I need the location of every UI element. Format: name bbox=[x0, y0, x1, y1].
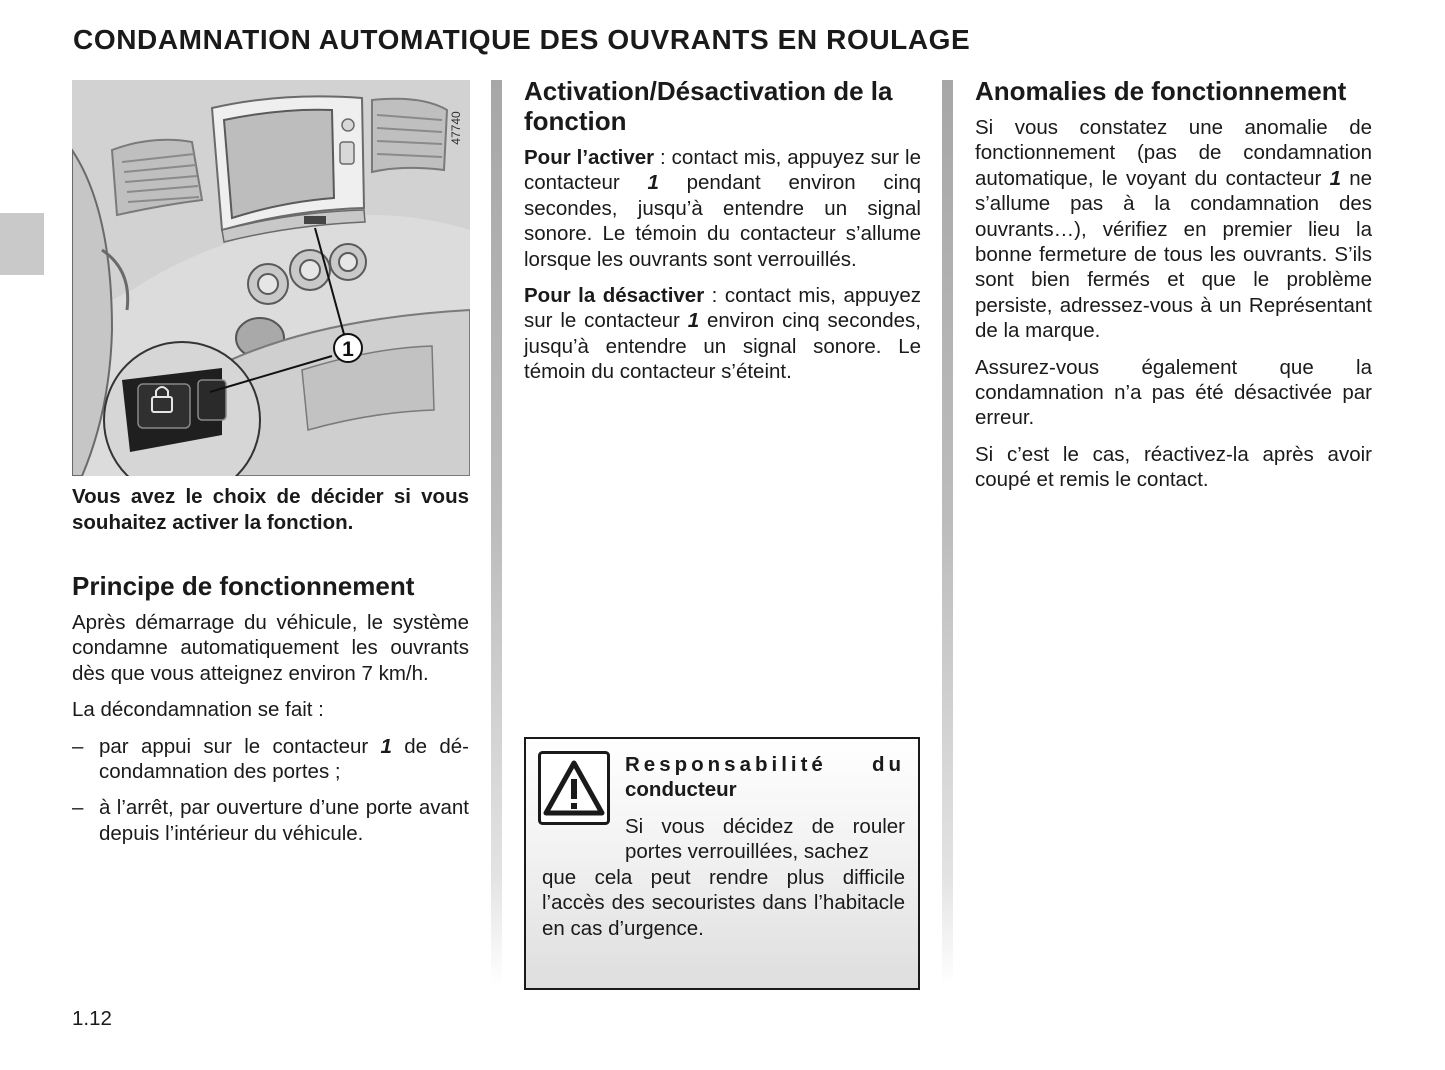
right-column bbox=[975, 76, 1372, 504]
anomalies-paragraph: Si vous constatez une anomalie de fonctionnement (pas de condamnation automatique, le voyant du contacteur 1 ne s’allume pas à la condamnation des ouvrants…), vérifiez en premier lieu la bonne fermeture de tous les ouvrants. S’ils sont bien fermés et que le problème persiste, adressez-vous à un Représentant de la marque. bbox=[975, 116, 1373, 343]
reactivate-paragraph: Si c’est le cas, réactivez-la après avoir coupé et remis le contact. bbox=[975, 442, 1372, 492]
middle-column bbox=[524, 76, 921, 396]
callout-number: 1 bbox=[342, 338, 354, 361]
warning-title: Responsabilité du conducteur bbox=[625, 753, 905, 802]
section-title-anomalies: Anomalies de fonctionnement bbox=[975, 76, 1347, 106]
principe-paragraph: Après démarrage du véhicule, le système condamne automatiquement les ouvrants dès que vous atteignez environ 7 km/h. bbox=[72, 611, 469, 685]
dashboard-illustration bbox=[72, 80, 470, 476]
warning-text: Si vous décidez de rouler portes verrouillées, sachez que cela peut rendre plus difficile l’accès des secouristes dans l’habitacle en cas d’urgence. bbox=[542, 815, 905, 940]
figure-ref-code: 47740 bbox=[449, 111, 463, 145]
decondamnation-intro: La décondamnation se fait : bbox=[72, 698, 324, 722]
column-separator-left bbox=[491, 80, 502, 985]
verify-paragraph: Assurez-vous également que la condamnation n’a pas été désactivée par erreur. bbox=[975, 355, 1372, 430]
activate-paragraph: Pour l’activer : contact mis, appuyez sur le contacteur 1 pendant environ cinq secondes, jusqu’à entendre un signal sonore. Le témoin du contacteur s’allume lorsque les ouvrants sont verrouillés. bbox=[524, 146, 922, 271]
page-number: 1.12 bbox=[72, 1007, 112, 1030]
section-title-activation: Activation/Désactivation de la fonction bbox=[524, 76, 893, 136]
column-separator-right bbox=[942, 80, 953, 985]
deactivate-paragraph: Pour la désactiver : contact mis, appuyez sur le contacteur 1 environ cinq secondes, jusqu’à entendre un signal sonore. Le témoin du contacteur s’éteint. bbox=[524, 284, 921, 384]
section-title-principe: Principe de fonctionnement bbox=[72, 571, 415, 601]
section-tab bbox=[0, 213, 44, 275]
figure-caption: Vous avez le choix de décider si vous souhaitez activer la fonction. bbox=[72, 485, 469, 534]
list-item: – par appui sur le contacteur 1 de décondamnation des portes ; bbox=[72, 734, 469, 784]
warning-box bbox=[524, 737, 920, 990]
left-column bbox=[72, 571, 469, 857]
list-item: – à l’arrêt, par ouverture d’une porte avant depuis l’intérieur du véhicule. bbox=[72, 796, 469, 845]
page-title: CONDAMNATION AUTOMATIQUE DES OUVRANTS EN ROULAGE bbox=[73, 24, 971, 55]
